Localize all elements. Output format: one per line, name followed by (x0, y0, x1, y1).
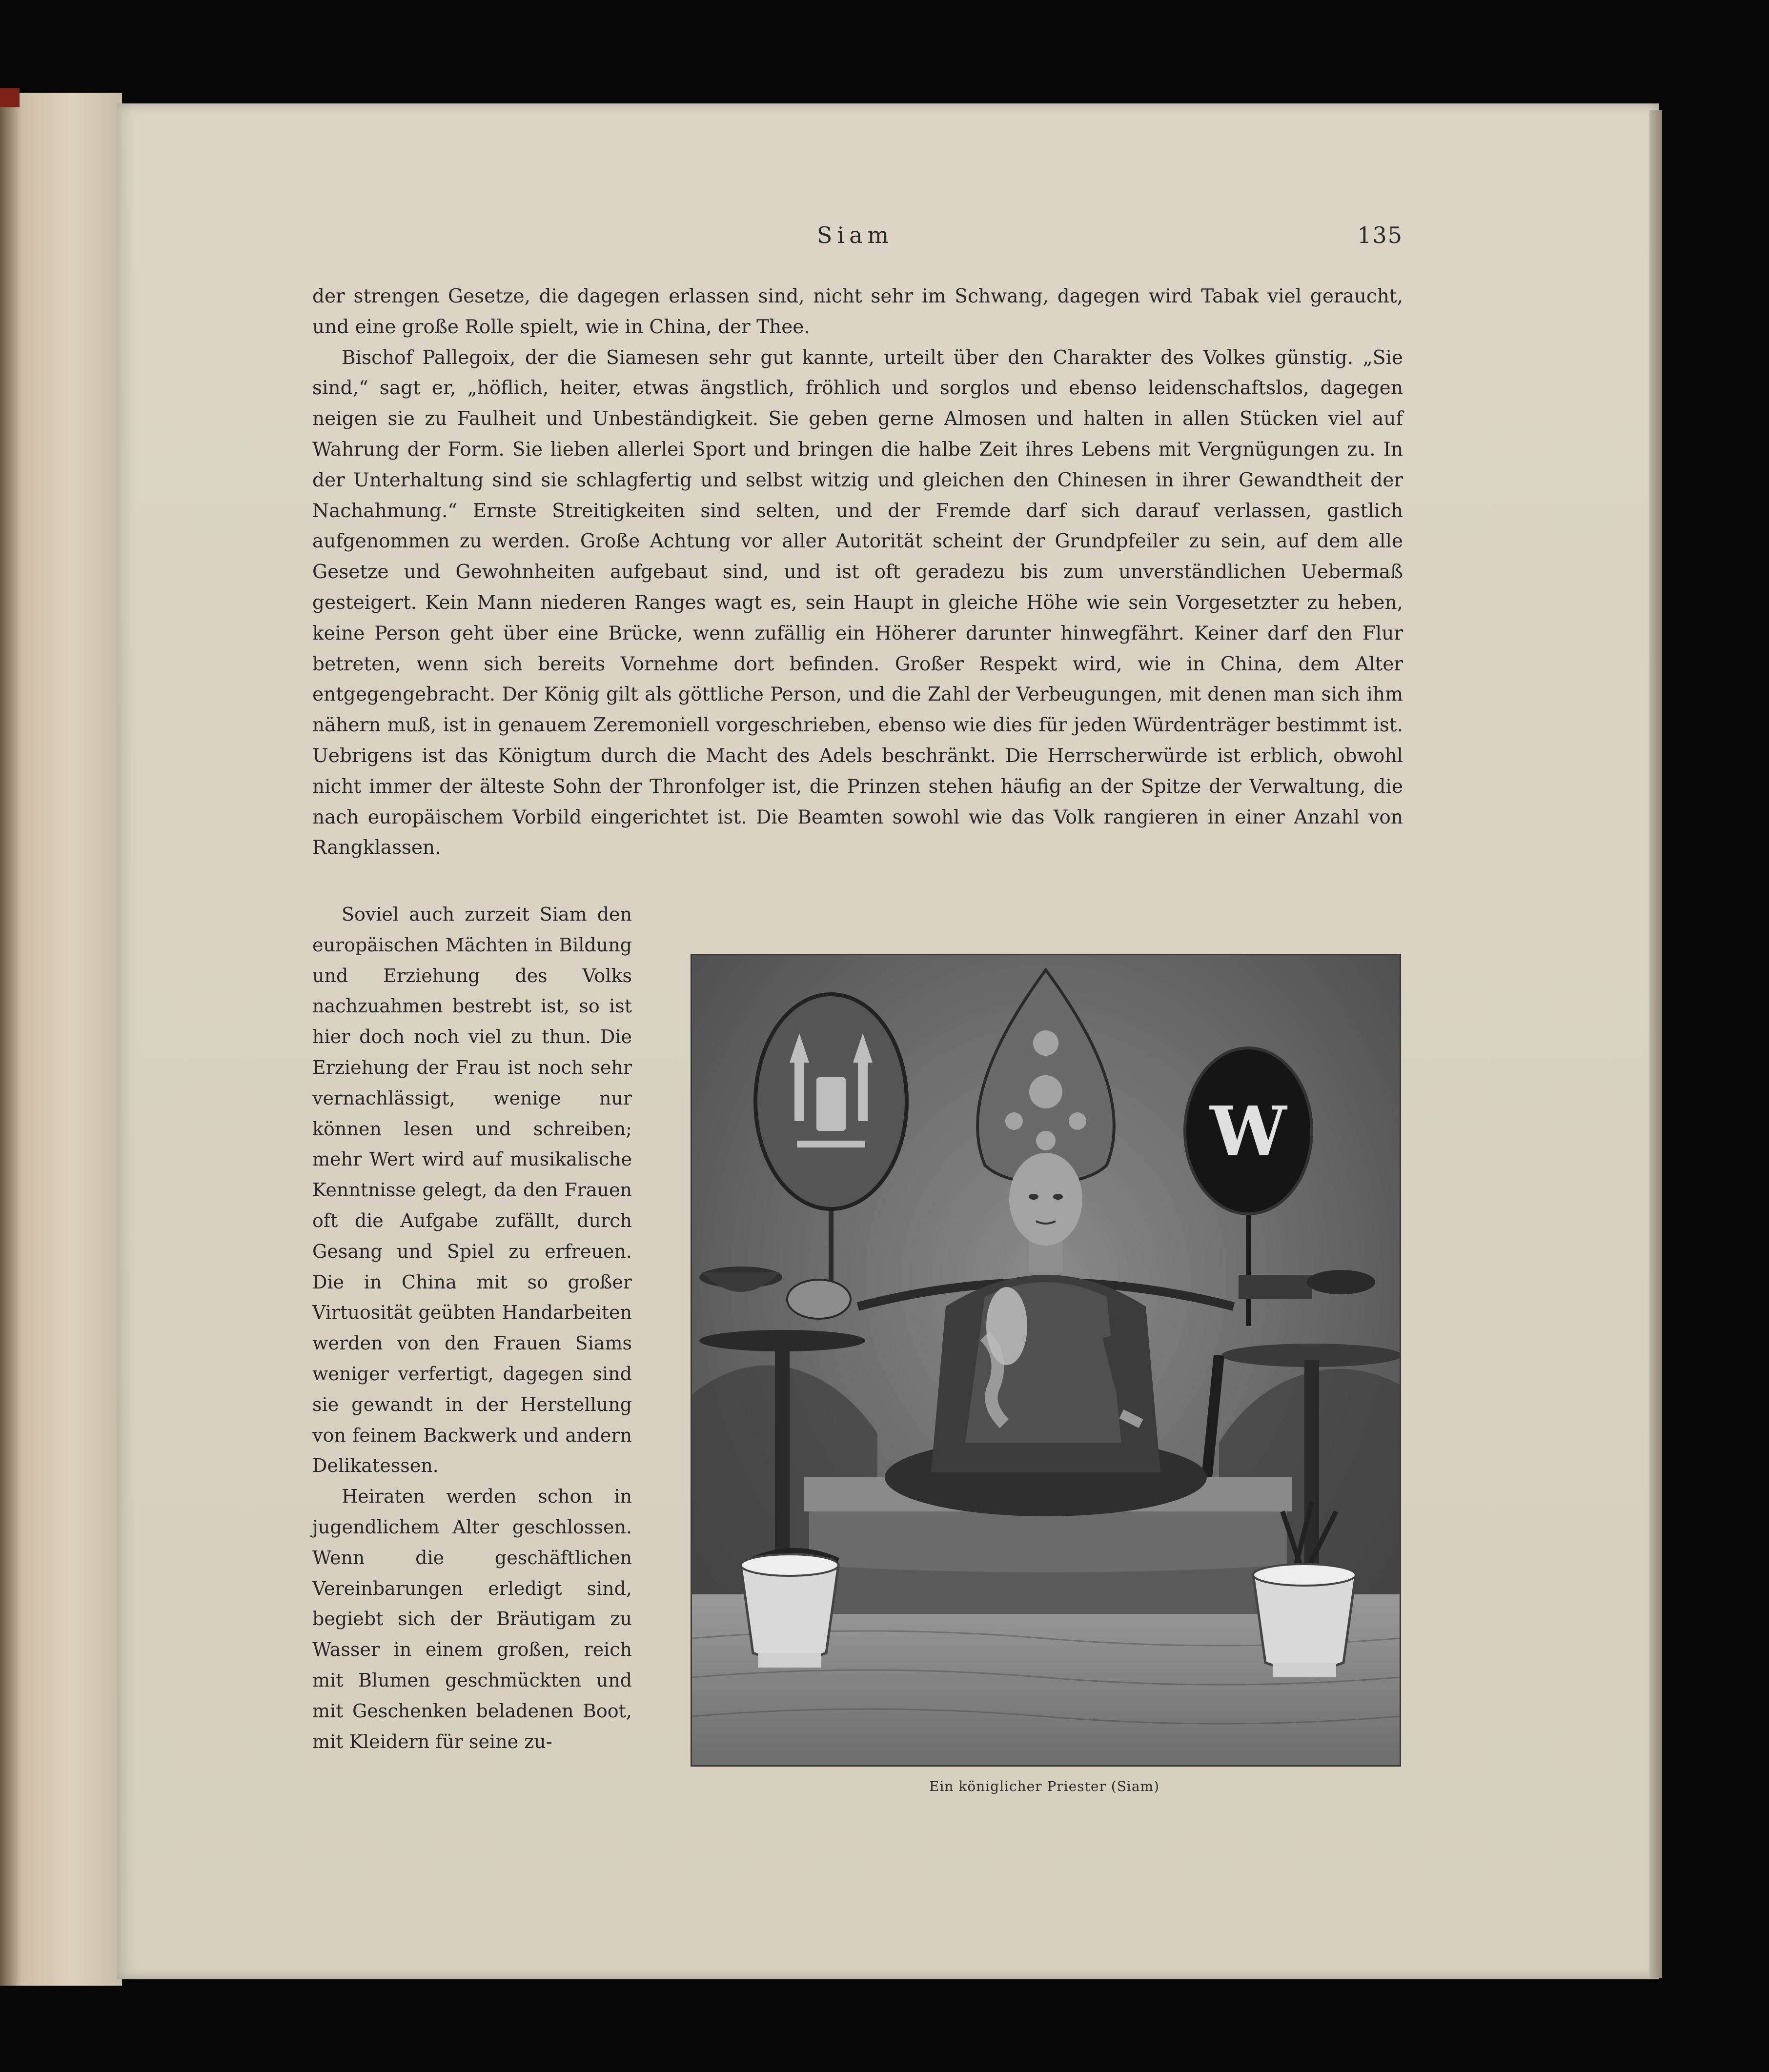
paragraph: der strengen Gesetze, die dagegen erlassen sind, nicht sehr im Schwang, dagegen wird Tabak viel geraucht, und eine große Rolle spielt, wie in China, der Thee. (312, 285, 1403, 338)
book-binding (0, 93, 122, 1986)
photograph-royal-priest (691, 954, 1401, 1767)
spine-strip (0, 88, 20, 107)
page-number: 135 (1357, 222, 1403, 248)
body-text (312, 282, 1403, 864)
column-text (312, 899, 632, 1757)
priest-photo-illustration (692, 955, 1400, 1765)
left-plant-pot (741, 1550, 838, 1668)
paragraph: Soviel auch zurzeit Siam den europäischen Mächten in Bildung und Erziehung des Volks nachzuahmen bestrebt ist, so ist hier doch noch viel zu thun. Die Erziehung der Frau ist noch sehr vernachlässigt, wenige nur können lesen und schreiben; mehr Wert wird auf musikalische Kenntnisse gelegt, da den Frauen oft die Aufgabe zufällt, durch Gesang und Spiel zu erfreuen. Die in China mit so großer Virtuosität geübten Handarbeiten werden von den Frauen Siams weniger verfertigt, dagegen sind sie gewandt in der Herstellung von feinem Backwerk und andern Delikatessen. (312, 904, 632, 1477)
paragraph: Heiraten werden schon in jugendlichem Alter geschlossen. Wenn die geschäftlichen Vereinbarungen erledigt sind, begiebt sich der Bräutigam zu Wasser in einem großen, reich mit Blumen geschmückten und mit Geschenken beladenen Boot, mit Kleidern für seine zu- (312, 1486, 632, 1752)
page-header (307, 222, 1403, 261)
figure-caption: Ein königlicher Priester (Siam) (929, 1778, 1159, 1794)
fan-monogram: W (1210, 1092, 1287, 1172)
page-edge (1649, 110, 1662, 1978)
running-title: Siam (816, 222, 894, 248)
paragraph: Bischof Pallegoix, der die Siamesen sehr gut kannte, urteilt über den Charakter des Volkes günstig. „Sie sind,“ sagt er, „höflich, heiter, etwas ängstlich, fröhlich und sorglos und ebenso leidenschaftslos, dagegen neigen sie zu Faulheit und Unbeständigkeit. Sie geben gerne Almosen und halten in allen Stücken viel auf Wahrung der Form. Sie lieben allerlei Sport und bringen die halbe Zeit ihres Lebens mit Vergnügungen zu. In der Unterhaltung sind sie schlagfertig und selbst witzig und gleichen den Chinesen in ihrer Gewandtheit der Nachahmung.“ Ernste Streitigkeiten sind selten, und der Fremde darf sich darauf verlassen, gastlich aufgenommen zu werden. Große Achtung vor aller Autorität scheint der Grundpfeiler zu sein, auf dem alle Gesetze und Gewohnheiten aufgebaut sind, und ist oft geradezu bis zum unverständlichen Uebermaß gesteigert. Kein Mann niederen Ranges wagt es, sein Haupt in gleiche Höhe wie sein Vorgesetzter zu heben, keine Person geht über eine Brücke, wenn zufällig ein Höherer darunter hinwegfährt. Keiner darf den Flur betreten, wenn sich bereits Vornehme dort befinden. Großer Respekt wird, wie in China, dem Alter entgegengebracht. Der König gilt als göttliche Person, und die Zahl der Verbeugungen, mit denen man sich ihm nähern muß, ist in genauem Zeremoniell vorgeschrieben, ebenso wie dies für jeden Würdenträger bestimmt ist. Uebrigens ist das Königtum durch die Macht des Adels beschränkt. Die Herrscherwürde ist erblich, obwohl nicht immer der älteste Sohn der Thronfolger ist, die Prinzen stehen häufig an der Spitze der Verwaltung, die nach europäischem Vorbild eingerichtet ist. Die Beamten sowohl wie das Volk rangieren in einer Anzahl von Rangklassen. (312, 346, 1403, 859)
